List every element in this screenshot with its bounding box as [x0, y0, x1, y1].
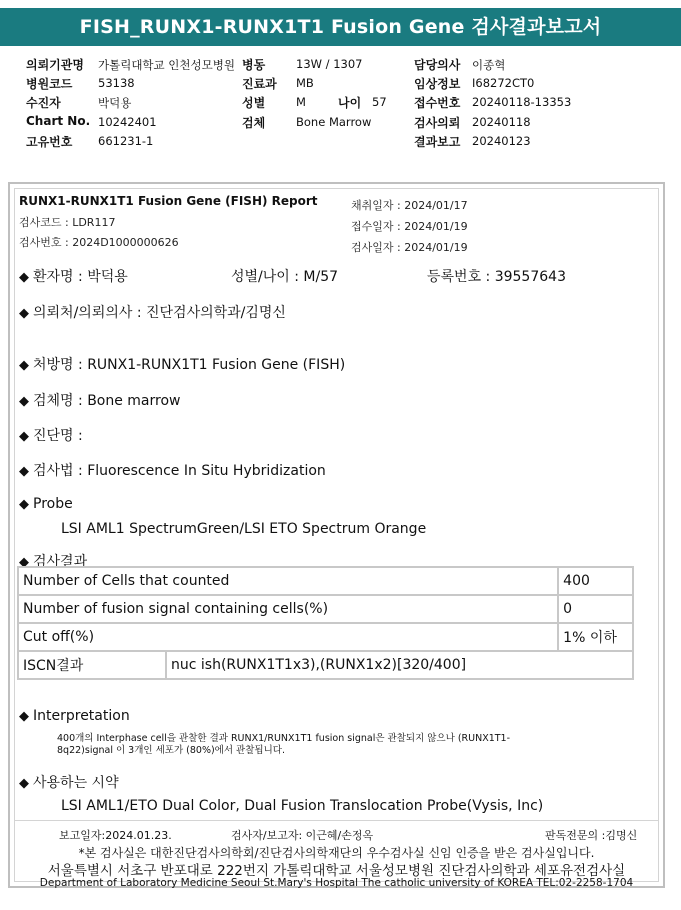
- method: 검사법 : Fluorescence In Situ Hybridization: [33, 463, 326, 479]
- header-value: M: [296, 95, 306, 109]
- received-date: 접수일자 : 2024/01/19: [351, 220, 468, 233]
- header-value: 13W / 1307: [296, 57, 363, 71]
- registration-number: 등록번호 : 39557643: [427, 269, 566, 285]
- diagnosis: 진단명 :: [33, 428, 83, 444]
- results-table: [17, 566, 634, 680]
- diamond-bullet-icon: ◆: [19, 270, 29, 285]
- interpretation-text: 400개의 Interphase cell을 관찰한 결과 RUNX1/RUNX1T1 fusion signal은 관찰되지 않으나 (RUNX1T1-8q22)signal 이 3개인 세포가 (80%)에서 관찰됩니다.: [57, 733, 511, 756]
- result-label: Cut off(%): [18, 623, 558, 651]
- reagent-value: LSI AML1/ETO Dual Color, Dual Fusion Translocation Probe(Vysis, Inc): [61, 798, 544, 814]
- lab-address: 서울특별시 서초구 반포대로 222번지 가톨릭대학교 서울성모병원 진단검사의학과 세포유전검사실: [47, 863, 626, 879]
- report-banner-title: FISH_RUNX1-RUNX1T1 Fusion Gene 검사결과보고서: [0, 8, 681, 46]
- header-value: 20240123: [472, 134, 531, 148]
- header-key: 병원코드: [26, 77, 73, 91]
- diamond-bullet-icon: ◆: [19, 464, 29, 479]
- reagent-label: 사용하는 시약: [33, 775, 119, 791]
- header-key: Chart No.: [26, 114, 91, 128]
- header-key: 검사의뢰: [414, 116, 461, 130]
- table-row: [18, 651, 633, 679]
- header-value: 661231-1: [98, 134, 154, 148]
- diamond-bullet-icon: ◆: [19, 394, 29, 409]
- tested-date: 검사일자 : 2024/01/19: [351, 241, 468, 254]
- header-value: 이종혁: [472, 58, 506, 72]
- test-code: 검사코드 : LDR117: [19, 216, 116, 229]
- header-key: 진료과: [242, 77, 277, 91]
- result-value: 0: [558, 595, 633, 623]
- header-value: I68272CT0: [472, 76, 535, 90]
- result-value: 400: [558, 567, 633, 595]
- method-line: [19, 460, 326, 480]
- specimen: 검체명 : Bone marrow: [33, 393, 181, 409]
- header-value: Bone Marrow: [296, 115, 372, 129]
- interpretation-heading: [19, 708, 130, 724]
- prescription-line: [19, 354, 345, 374]
- report-inner-frame: [14, 188, 659, 889]
- iscn-value: nuc ish(RUNX1T1x3),(RUNX1x2)[320/400]: [166, 651, 633, 679]
- patient-name: 환자명 : 박덕용: [33, 269, 128, 285]
- header-key: 임상정보: [414, 77, 461, 91]
- lab-english-address: Department of Laboratory Medicine Seoul St.Mary's Hospital The catholic university of KOREA TEL:02-2258-1704: [39, 877, 634, 889]
- header-key: 검체: [242, 116, 266, 130]
- report-date: 보고일자:2024.01.23.: [59, 829, 172, 842]
- diamond-bullet-icon: ◆: [19, 709, 29, 724]
- table-row: [18, 567, 633, 595]
- footer-divider: [15, 820, 658, 821]
- diamond-bullet-icon: ◆: [19, 358, 29, 373]
- diamond-bullet-icon: ◆: [19, 497, 29, 512]
- result-value: 1% 이하: [558, 623, 633, 651]
- examiner: 검사자/보고자: 이근혜/손정옥: [231, 829, 374, 842]
- sex-age: 성별/나이 : M/57: [231, 269, 339, 285]
- diamond-bullet-icon: ◆: [19, 306, 29, 321]
- header-info: [26, 54, 666, 154]
- diagnosis-line: [19, 425, 83, 445]
- header-key: 수진자: [26, 96, 61, 110]
- header-value: 20240118-13353: [472, 95, 572, 109]
- header-value: 10242401: [98, 115, 157, 129]
- probe-label: Probe: [33, 496, 73, 512]
- table-row: [18, 595, 633, 623]
- header-key: 고유번호: [26, 135, 73, 149]
- diamond-bullet-icon: ◆: [19, 555, 29, 570]
- reagent-heading: [19, 772, 119, 792]
- reading-physician: 판독전문의 :김명신: [545, 829, 638, 842]
- certification-note: *본 검사실은 대한진단검사의학회/진단검사의학재단의 우수검사실 신임 인증을 받은 검사실입니다.: [78, 846, 595, 860]
- header-value: 57: [372, 95, 387, 109]
- header-value: MB: [296, 76, 314, 90]
- header-key: 담당의사: [414, 58, 461, 72]
- header-value: 20240118: [472, 115, 531, 129]
- header-key: 접수번호: [414, 96, 461, 110]
- report-box: [8, 182, 665, 888]
- table-row: [18, 623, 633, 651]
- diamond-bullet-icon: ◆: [19, 776, 29, 791]
- results-label: 검사결과: [33, 554, 88, 570]
- iscn-label: ISCN결과: [18, 651, 166, 679]
- patient-line: [19, 266, 128, 286]
- referrer: 의뢰처/의뢰의사 : 진단검사의학과/김명신: [33, 305, 286, 321]
- specimen-line: [19, 390, 181, 410]
- diamond-bullet-icon: ◆: [19, 429, 29, 444]
- header-value: 53138: [98, 76, 135, 90]
- referrer-line: [19, 302, 286, 322]
- header-key: 결과보고: [414, 135, 461, 149]
- result-label: Number of Cells that counted: [18, 567, 558, 595]
- header-value: 박덕용: [98, 96, 132, 110]
- report-title: RUNX1-RUNX1T1 Fusion Gene (FISH) Report: [19, 194, 318, 208]
- prescription: 처방명 : RUNX1-RUNX1T1 Fusion Gene (FISH): [33, 357, 346, 373]
- header-key: 병동: [242, 58, 266, 72]
- probe-value: LSI AML1 SpectrumGreen/LSI ETO Spectrum Orange: [61, 521, 427, 537]
- interpretation-label: Interpretation: [33, 708, 130, 724]
- header-key: 나이: [338, 96, 362, 110]
- probe-heading: [19, 496, 73, 512]
- header-key: 성별: [242, 96, 266, 110]
- test-number: 검사번호 : 2024D1000000626: [19, 236, 179, 249]
- collected-date: 채취일자 : 2024/01/17: [351, 199, 468, 212]
- result-label: Number of fusion signal containing cells(%): [18, 595, 558, 623]
- header-key: 의뢰기관명: [26, 58, 84, 72]
- header-value: 가톨릭대학교 인천성모병원: [98, 58, 235, 72]
